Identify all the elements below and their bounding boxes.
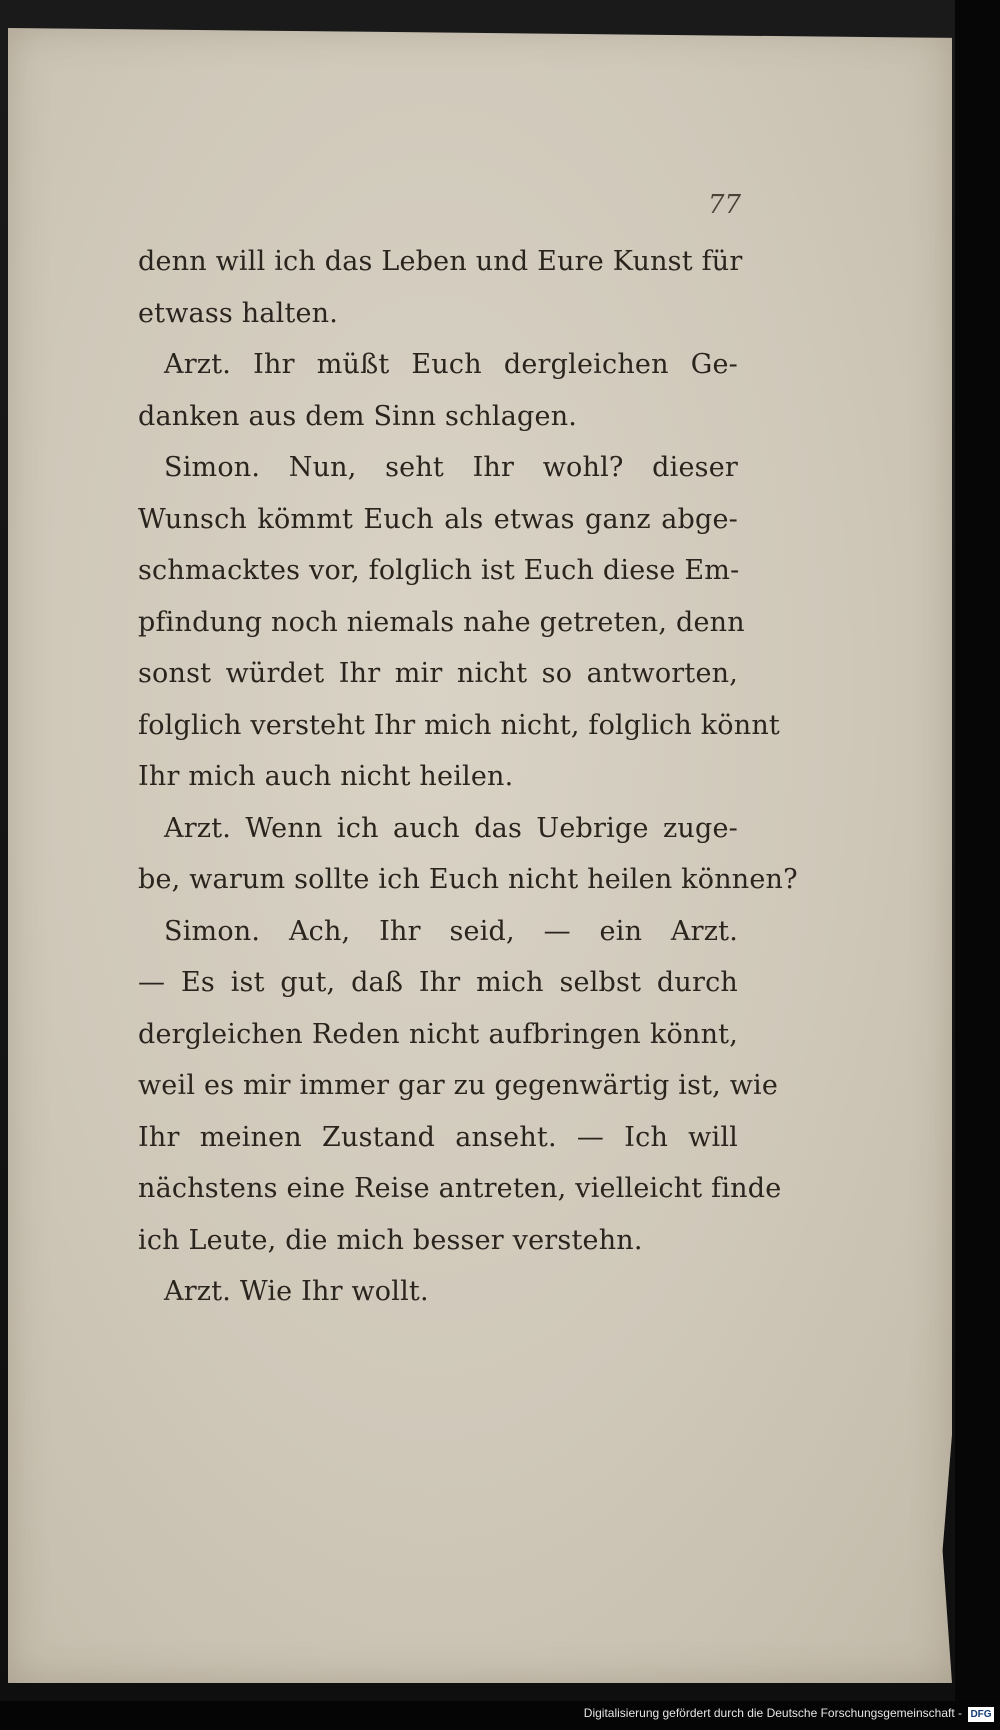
- text-line: — Es ist gut, daß Ihr mich selbst durch: [138, 967, 738, 998]
- text-line: Ihr mich auch nicht heilen.: [138, 761, 514, 792]
- text-line: Ihr meinen Zustand anseht. — Ich will: [138, 1121, 738, 1153]
- text-line: Arzt. Wie Ihr wollt.: [164, 1276, 429, 1307]
- text-line: be, warum sollte ich Euch nicht heilen können?: [138, 864, 798, 895]
- text-line: Arzt. Wenn ich auch das Uebrige zuge-: [164, 812, 738, 844]
- text-line: pfindung noch niemals nahe getreten, denn: [138, 606, 745, 638]
- text-line: sonst würdet Ihr mir nicht so antworten,: [138, 658, 738, 689]
- text-line: ich Leute, die mich besser verstehn.: [138, 1224, 643, 1256]
- text-line: denn will ich das Leben und Eure Kunst für: [138, 246, 743, 277]
- text-line: Simon. Nun, seht Ihr wohl? dieser: [164, 452, 738, 483]
- text-line: Simon. Ach, Ihr seid, — ein Arzt.: [164, 915, 738, 947]
- text-line: folglich versteht Ihr mich nicht, folglich könnt: [138, 709, 780, 741]
- text-line: weil es mir immer gar zu gegenwärtig ist, wie: [138, 1070, 779, 1101]
- digitization-footer: [0, 1701, 1000, 1730]
- text-line: danken aus dem Sinn schlagen.: [138, 400, 578, 432]
- page-number: 77: [708, 190, 742, 220]
- page-text: [138, 236, 798, 1318]
- text-line: schmacktes vor, folglich ist Euch diese Em-: [138, 555, 740, 586]
- scan-edge: [955, 0, 1000, 1730]
- text-line: etwass halten.: [138, 297, 339, 329]
- text-line: Arzt. Ihr müßt Euch dergleichen Ge-: [164, 349, 738, 380]
- dfg-logo: DFG: [968, 1707, 994, 1722]
- text-line: nächstens eine Reise antreten, vielleicht finde: [138, 1173, 782, 1204]
- text-line: Wunsch kömmt Euch als etwas ganz abge-: [138, 503, 738, 535]
- funding-credit: Digitalisierung gefördert durch die Deutsche Forschungsgemeinschaft -: [583, 1706, 962, 1720]
- text-line: dergleichen Reden nicht aufbringen könnt,: [138, 1018, 738, 1050]
